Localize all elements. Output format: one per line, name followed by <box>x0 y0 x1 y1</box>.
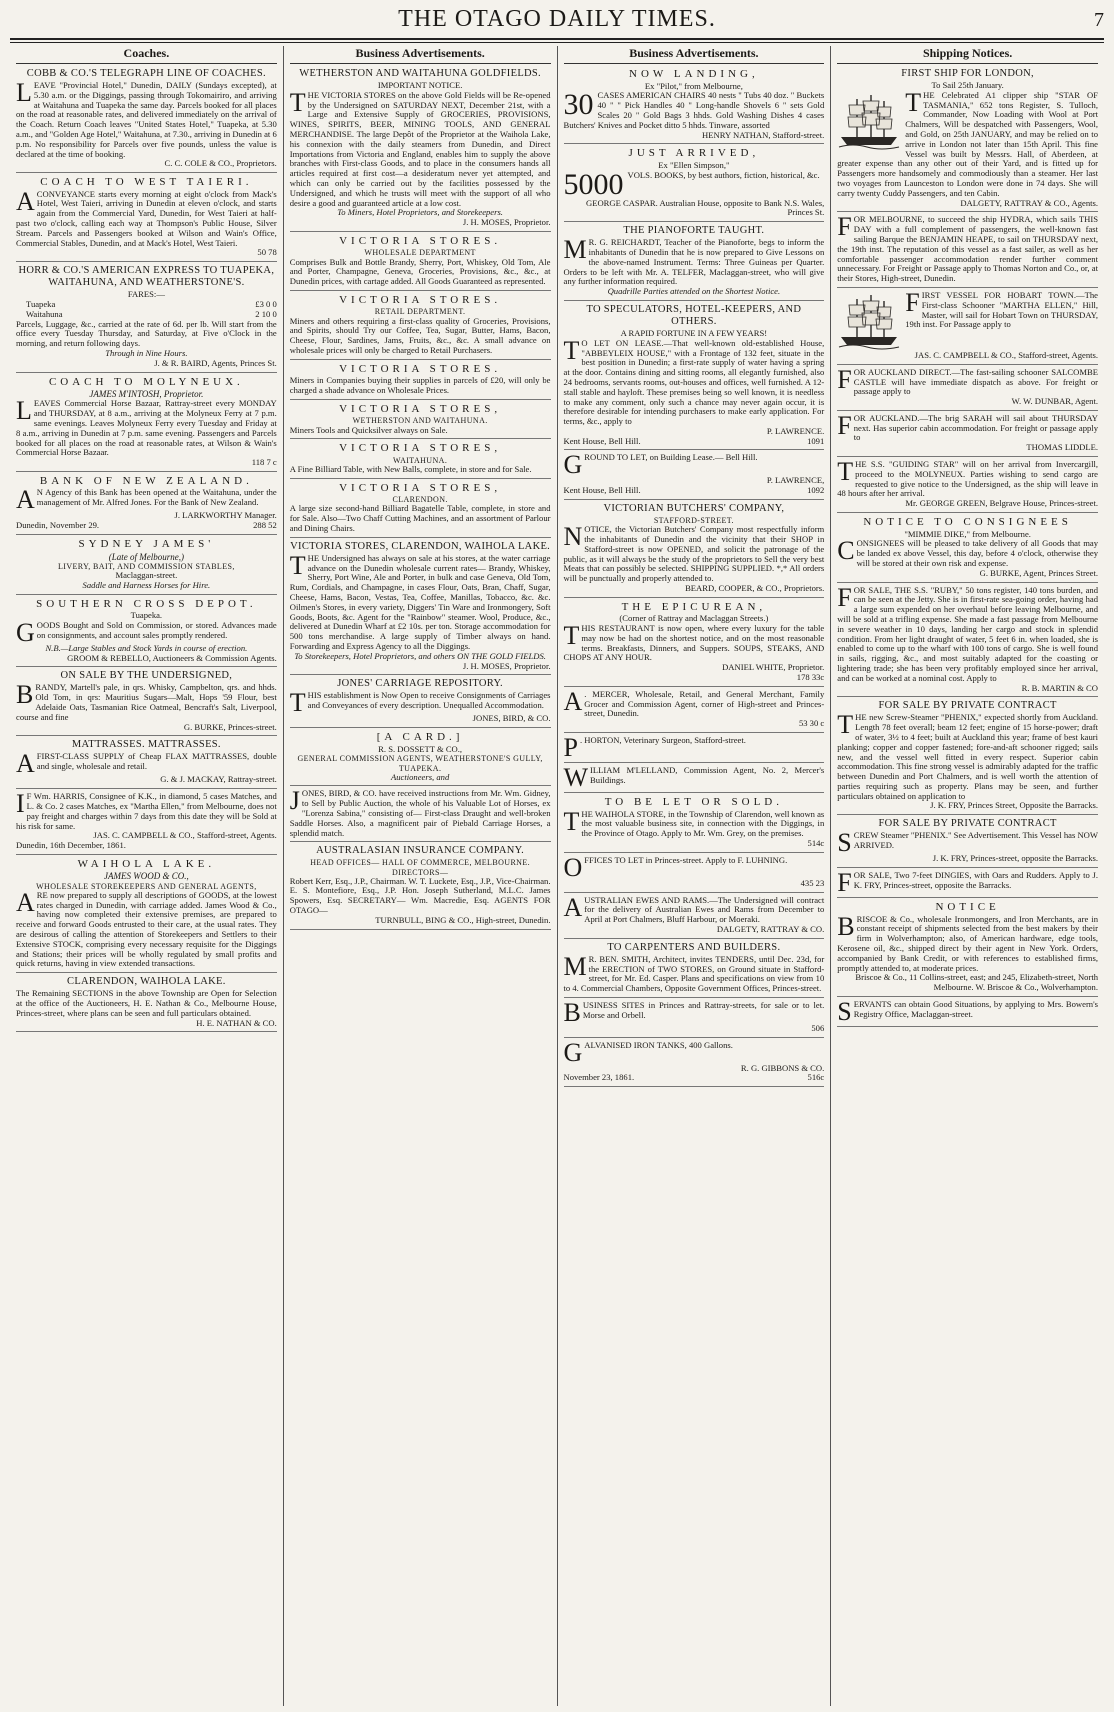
ad-signature: JAS. C. CAMPBELL & CO., Stafford-street, Agents. <box>93 830 277 841</box>
ad-signature: THOMAS LIDDLE. <box>1026 442 1098 453</box>
drop-capital: B <box>16 680 34 710</box>
ad-footer <box>564 879 825 889</box>
ad-signature: G. BURKE, Agent, Princes Street. <box>979 567 1098 578</box>
ad-footer <box>564 1024 825 1034</box>
advertisement <box>837 901 1098 997</box>
column-header: Business Advertisements. <box>564 46 825 64</box>
ad-body: . MERCER, Wholesale, Retail, and General Merchant, Family Grocer and Commission Agent, corner of High-street and Princes-street, Dunedin. <box>584 688 825 719</box>
ad-body: CASES AMERICAN CHAIRS 40 nests " Tubs 40 doz. " Buckets 40 " " Pick Handles 40 " Long-handle Shovels 6 " sets Gold Scales 20 " Gold Bags 3 hhds. Gold Washing Dishes 4 cases Butchers' Knives and Pocket ditto 5 hhds. Tinware, assorted <box>563 90 825 130</box>
ad-smallcaps-line: CLARENDON. <box>392 495 448 505</box>
ad-reference-number: 50 78 <box>257 247 277 258</box>
ad-body: ONES, BIRD, & CO. have received instructions from Mr. Wm. Gidney, to Sell by Public Auction, the whole of his Valuable Lot of Horses, ex "Lorenza Sabina," consisting of— First-class Draught and well-broken Saddle Horses. Also, a magnificent pair of Piebald Carriage Horses, a splendid match. <box>289 788 551 838</box>
ad-body: HE Celebrated A1 clipper ship "STAR OF TASMANIA," 652 tons Register, S. Tulloch, Commander, Now Loading with Wool at Port Chalmers, Will be despatched with Passengers, Wool, and Gold, on 25th JANUARY, and may be relied on to arrive in London not later than 15th April. This fine Vessel was built by Messrs. Hall, of Aberdeen, at greater expense than any other out of their Yard, and is fitted up for Passengers more handsomely and commodiously than a steamer. Her last two voyages from Launceston to London were done in 74 days. She will carry twenty Cuddy Passengers, and ten Cabin. <box>837 89 1098 198</box>
ad-subheading: JAMES M'INTOSH, Proprietor. <box>89 389 204 400</box>
advertisement <box>564 304 825 451</box>
drop-capital: O <box>563 852 583 882</box>
advertisement <box>290 482 551 538</box>
advertisement <box>563 686 825 733</box>
advertisement <box>290 68 551 232</box>
ad-smallcaps-line: WAITAHUNA. <box>393 455 448 465</box>
ad-heading: TO BE LET OR SOLD. <box>604 796 783 809</box>
advertisement <box>16 176 277 262</box>
ad-reference-number: 435 23 <box>800 877 825 888</box>
advertisement <box>563 997 825 1038</box>
drop-capital: F <box>837 582 852 612</box>
ad-heading: CLARENDON, WAIHOLA LAKE. <box>67 976 226 988</box>
ad-signature: Mr. GEORGE GREEN, Belgrave House, Princes-street. <box>905 498 1098 509</box>
advertisement <box>563 852 825 893</box>
ad-signature: HENRY NATHAN, Stafford-street. <box>702 129 825 140</box>
drop-capital: A <box>563 892 583 922</box>
ad-subheading: Ex "Ellen Simpson," <box>658 159 730 170</box>
advertisement <box>289 786 551 842</box>
ad-body: CREW Steamer "PHENIX." See Advertisement. This Vessel has NOW ARRIVED. <box>853 830 1098 851</box>
drop-capital: F <box>837 868 852 898</box>
ad-body: HIS establishment is Now Open to receive Consignments of Carriages and Conveyances of every description. Unequalled Accommodation. <box>307 690 551 711</box>
ad-line: Tuapeka. <box>130 610 163 621</box>
advertisement <box>564 147 825 222</box>
ad-heading: SYDNEY JAMES' <box>78 538 215 551</box>
drop-capital: M <box>563 235 587 265</box>
ad-line: Maclaggan-street. <box>115 569 178 580</box>
drop-capital: W <box>563 763 589 793</box>
advertisement <box>564 796 825 853</box>
advertisement <box>290 541 551 676</box>
masthead-rule <box>10 38 1104 43</box>
ad-body: HIS RESTAURANT is now open, where every luxury for the table may now be had on the shortest notice, and on the most reasonable terms. Breakfasts, Dinners, and Suppers. SOUPS, STEAKS, AND CHOPS AT ANY HOUR. <box>563 623 825 663</box>
ad-body: R. BEN. SMITH, Architect, invites TENDERS, until Dec. 23d, for the ERECTION of TWO STORES, on Ground situate in Stafford-street, for Mr. Ed. Casper. Plans and specifications on view from 10 to 4. Commercial Chambers, Opposite Government Offices, Princes-street. <box>563 953 825 994</box>
ad-body: A large size second-hand Billiard Bagatelle Table, complete, in store and for Sale. Also—Two Chaff Cutting Machines, and an assortment of Parlour and Dining Chairs. <box>289 503 551 534</box>
drop-capital: J <box>289 786 300 816</box>
drop-capital: A <box>16 749 35 779</box>
column-3 <box>558 46 832 1706</box>
ad-subheading: (Corner of Rattray and Maclaggan Streets.) <box>619 613 769 624</box>
ad-heading: VICTORIA STORES, <box>339 402 502 415</box>
ad-tagline: Saddle and Harness Horses for Hire. <box>82 579 211 590</box>
advertisement <box>563 450 825 500</box>
ad-body: ROUND TO LET, on Building Lease.— Bell Hill. <box>584 452 758 463</box>
fare-destination: Waitahuna <box>26 308 63 319</box>
advertisement <box>564 503 825 598</box>
ad-subheading: To Sail 25th January. <box>931 79 1004 90</box>
ad-body: Robert Kerr, Esq., J.P., Chairman. W. T. Luckete, Esq., J.P., Vice-Chairman. E. S. Montefiore, Esq., J.P. Hon. Joseph Sutherland, M.L.C. James Spowers, Esq. SECRETARY— Wm. Macredie, Esq. AGENTS FOR OTAGO— <box>289 875 551 916</box>
ad-smallcaps-line: RETAIL DEPARTMENT. <box>374 307 466 317</box>
ad-heading: [A CARD.] <box>376 731 464 744</box>
ad-heading: FIRST SHIP FOR LONDON, <box>901 68 1034 79</box>
ad-signature: J. LARKWORTHY Manager. <box>174 510 277 521</box>
drop-capital: C <box>837 536 855 566</box>
ad-body: RISCOE & Co., wholesale Ironmongers, and Iron Merchants, are in constant receipt of shipments selected from the best makers by their firm in Wolverhampton; also, of American hardware, edge tools, Kerosene oil, &c., shipped direct by their agent in New York. Orders, accompanied by Bank Credit, or with references to established firms, promptly attended to, at moderate prices. <box>837 913 1098 973</box>
ad-body: OR SALE, Two 7-feet DINGIES, with Oars and Rudders. Apply to J. K. FRY, Princes-street, opposite the Barracks. <box>853 870 1098 890</box>
advertisement <box>837 516 1098 583</box>
ad-signature: GROOM & REBELLO, Auctioneers & Commission Agents. <box>67 652 277 663</box>
ad-heading: ON SALE BY THE UNDERSIGNED, <box>60 670 233 682</box>
ad-large-numeral: 30 <box>563 88 594 122</box>
advertisement <box>837 212 1098 288</box>
drop-capital: A <box>16 485 35 515</box>
columns <box>10 46 1104 1706</box>
advertisement <box>837 582 1098 698</box>
ad-body: ERVANTS can obtain Good Situations, by applying to Mrs. Bowern's Registry Office, Maclaggan-street. <box>853 998 1098 1019</box>
ad-footer <box>564 673 825 683</box>
advertisement <box>837 287 1098 365</box>
drop-capital: F <box>837 364 852 394</box>
newspaper-title: THE OTAGO DAILY TIMES. <box>398 6 716 32</box>
ad-signature: J. H. MOSES, Proprietor. <box>462 217 551 228</box>
ad-signature: G. BURKE, Princes-street. <box>183 721 277 732</box>
ad-heading: THE PIANOFORTE TAUGHT. <box>623 225 765 237</box>
drop-capital: B <box>837 911 855 941</box>
ad-subheading: "MIMMIE DIKE," from Melbourne. <box>904 528 1031 539</box>
ad-signature: Briscoe & Co., 11 Collins-street, east; and 245, Elizabeth-street, North Melbourne. W. Briscoe & Co., Wolverhampton. <box>855 972 1098 993</box>
drop-capital: T <box>563 335 580 365</box>
ad-footer <box>16 521 277 531</box>
ad-reference-number: 516c <box>807 1072 825 1083</box>
ad-signature: J. K. FRY, Princes Street, Opposite the Barracks. <box>930 800 1098 811</box>
ad-date: November 23, 1861. <box>563 1072 635 1083</box>
ad-heading: SOUTHERN CROSS DEPOT. <box>36 597 257 610</box>
masthead <box>10 6 1104 36</box>
ad-reference-number: 506 <box>811 1022 825 1033</box>
ad-heading: NOTICE TO CONSIGNEES <box>863 516 1072 529</box>
ad-signature: J. & R. BAIRD, Agents, Princes St. <box>154 357 277 368</box>
advertisement <box>16 976 277 1032</box>
ad-smallcaps-line: STAFFORD-STREET. <box>653 516 734 526</box>
ad-body: HE new Screw-Steamer "PHENIX," expected shortly from Auckland. Length 78 feet overall; beam 12 feet; engine of 15 horse-power; draft of water, 3½ to 4 feet; built at Auckland this year; frame of best kauri planking; copper and copper fastened; fore-and-aft schooner rigged; sails new, and the vessel well fitted in every respect. Superior cabin accommodation. This fine strong vessel is admirably adapted for the traffic between Dunedin and Port Chalmers, and is well worth the attention of parties requiring such as property. Plans may be seen, and further particulars obtained on application to <box>837 712 1098 801</box>
drop-capital: T <box>905 87 922 117</box>
ad-smallcaps-line: WETHERSTON AND WAITAHUNA. <box>352 416 488 426</box>
ad-heading: THE EPICUREAN, <box>621 600 767 613</box>
ad-heading: COACH TO MOLYNEUX. <box>48 375 244 388</box>
ad-tagline: N.B.—Large Stables and Stock Yards in course of erection. <box>45 642 248 653</box>
ad-heading: VICTORIA STORES. <box>339 234 502 247</box>
column-header: Business Advertisements. <box>290 46 551 64</box>
ad-heading: VICTORIA STORES. <box>339 293 502 306</box>
ad-body: VOLS. BOOKS, by best authors, fiction, historical, &c. <box>627 169 820 180</box>
ad-body: HE VICTORIA STORES on the above Gold Fields will be Re-opened by the Undersigned on SATURDAY NEXT, December 21st, with a Large and Extensive Supply of GROCERIES, PROVISIONS, WINES, SPIRITS, BEER, MINING TOOLS, AND GENERAL MERCHANDISE. The large Depôt of the Proprietor at the Waihola Lake, his connexion with the daily steamers from Dunedin, and Direct Importations from Victoria and England, enables him to supply the above branches with First-class Goods, and to place in the consumers hands all articles required at first cost—a desideratum never yet attempted, and which can only be carried out by the facilities possessed by the Undersigned, and which he trusts will meet with the support of all who desire a good and guaranteed article at a low cost. <box>289 89 551 208</box>
ad-heading: VICTORIAN BUTCHERS' COMPANY, <box>603 503 785 515</box>
advertisement <box>16 598 277 668</box>
ad-reference-number: 288 52 <box>253 520 277 531</box>
drop-capital: F <box>837 410 852 440</box>
ad-signature: R. B. MARTIN & CO <box>1021 682 1098 693</box>
ad-body: The Remaining SECTIONS in the above Township are Open for Selection at the office of the Auctioneers, H. E. Nathan & Co., Melbourne House, Princes-street, where plans can be seen and full particulars obtained. <box>16 988 277 1018</box>
advertisement <box>16 68 277 173</box>
advertisement <box>837 68 1098 212</box>
ad-body: ILLIAM M'LELLAND, Commission Agent, No. 2, Mercer's Buildings. <box>590 765 825 785</box>
ad-smallcaps-line: LIVERY, BAIT, AND COMMISSION STABLES, <box>57 561 235 571</box>
ad-heading: VICTORIA STORES, <box>339 481 502 494</box>
column-1 <box>10 46 284 1706</box>
ad-reference-number: 178 33c <box>796 672 825 683</box>
advertisement <box>290 845 551 929</box>
ad-body: FIRST-CLASS SUPPLY of Cheap FLAX MATTRASSES, double and single, wholesale and retail. <box>36 751 277 772</box>
drop-capital: F <box>837 212 852 242</box>
ad-body: OR AUCKLAND DIRECT.—The fast-sailing schooner SALCOMBE CASTLE will have immediate dispatch as above. For freight or passage apply to <box>853 366 1098 397</box>
ad-signature: DALGETY, RATTRAY & CO. <box>716 923 825 934</box>
advertisement <box>290 235 551 291</box>
ad-body: A Fine Billiard Table, with New Balls, complete, in store and for Sale. <box>289 463 532 474</box>
ad-reference-number: 1092 <box>807 485 825 496</box>
ad-signature: R. G. GIBBONS & CO. <box>740 1062 825 1073</box>
drop-capital: B <box>563 997 581 1027</box>
drop-capital: A <box>16 887 35 917</box>
fare-price: 2 10 0 <box>255 308 277 319</box>
ad-body: Miners and others requiring a first-class quality of Groceries, Provisions, and Spirits, should Try our Coffee, Tea, Sugar, Butter, Hams, Bacon, Cheese, Flour, Sardines, Jams, Fruits, &c., &c. A small advance on wholesale prices will only be charged to Retail Purchasers. <box>289 315 551 355</box>
ad-footer <box>564 486 825 496</box>
ad-body: OR SALE, THE S.S. "RUBY," 50 tons register, 140 tons burden, and can be seen at the Jetty. She is in first-rate sea-going order, having had a large sum expended on her overhaul before leaving Melbourne, and will be sold at a trifling expense. She made a fast passage from Melbourne in severe weather in 10 days, landing her cargo and stock in splendid condition. From her light draught of water, 5 feet 6 in. when loaded, she is enabled to come up to the wharf with 100 tons of cargo. She is well found in sails, rigging, &c., and most suitably adapted for the coasting or lightering trade; she has been very profitably employed since her arrival, and can be worked at a nominal cost. Apply to <box>837 584 1098 683</box>
ad-heading: TO CARPENTERS AND BUILDERS. <box>607 941 781 953</box>
ad-signature: H. E. NATHAN & CO. <box>196 1017 277 1028</box>
ad-heading: WAIHOLA LAKE. <box>77 857 216 870</box>
drop-capital: T <box>289 550 306 580</box>
ad-heading: HORR & CO.'S AMERICAN EXPRESS TO TUAPEKA, WAITAHUNA, AND WEATHERSTONE'S. <box>18 265 275 289</box>
ad-reference-number: 514c <box>807 837 825 848</box>
advertisement <box>837 410 1098 457</box>
ad-body: HE Undersigned has always on sale at his stores, at the water carriage advance on the Dunedin wholesale current rates— Brandy, Whiskey, Sherry, Port Wine, Ale and Porter, in bulk and case Geneva, Old Tom, Rum, Cordials, and Champagne, in cases Flour, Oats, Bran, Chaff, Sugar, Cheese, Hams, Bacon, Vestas, Tea, Coffee, Manillas, Tobacco, &c. &c. Oilmen's Stores, in every variety, Diggers' Tin Ware and Ironmongery, Soft Goods, Boots, &c. Agent for the "Rainbow" steamer. Wool, Produce, &c., delivered at Dunedin Wharf at £2 10s. per ton. Storage accommodation for 500 tons merchandise. A large supply of Timber always on hand. Forwarding and Express Agency to all the Diggings. <box>289 552 551 651</box>
ad-body: O LET ON LEASE.—That well-known old-established House, "ABBEYLEIX HOUSE," with a Frontage of 132 feet, situate in the best position in Dunedin; a first-rate supply of water having a spring at the door. Contains dining and sitting rooms, all elegantly furnished, also 24 bedrooms, servants rooms, out-houses and offices, well furnished. A 12-stall stable and hayloft. These premises being so well known, it is needless to make any comment, only such a chance may never again occur, it is therefore desirable for intending purchasers to make early application. For terms, &c., apply to <box>563 337 825 427</box>
ad-signature: C. C. COLE & CO., Proprietors. <box>164 158 277 169</box>
fares-label: FARES:— <box>127 289 165 300</box>
ad-smallcaps-line: GENERAL COMMISSION AGENTS, WEATHERSTONE'S GULLY, TUAPEKA. <box>297 754 543 773</box>
advertisement <box>837 457 1098 513</box>
advertisement <box>837 364 1098 411</box>
ad-tagline: Through in Nine Hours. <box>105 347 188 358</box>
ad-body: F Wm. HARRIS, Consignee of K.K., in diamond, 5 cases Matches, and L. & Co. 2 cases Matches, ex "Martha Ellen," from Melbourne, does not pay freight and charges within 7 days from this date they will be Sold at his risk for same. <box>16 791 277 831</box>
ad-body: R. G. REICHARDT, Teacher of the Pianoforte, begs to inform the inhabitants of Dunedin that he is now prepared to Give Lessons on the above-named Instrument. Terms: Three Guineas per Quarter. Orders to be left with Mr. A. TELFER, Maclaggan-street, who will give any further information required. <box>563 237 825 287</box>
ad-subheading: (Late of Melbourne,) <box>108 551 184 562</box>
page-number: 7 <box>1094 9 1104 31</box>
drop-capital: A <box>16 186 35 216</box>
advertisement <box>290 294 551 360</box>
ad-subheading: R. S. DOSSETT & CO., <box>378 743 463 754</box>
ad-body: OODS Bought and Sold on Commission, or stored. Advances made on consignments, and account sales promptly rendered. <box>36 619 277 640</box>
advertisement <box>16 376 277 472</box>
advertisement <box>290 403 551 439</box>
ad-signature: J. H. MOSES, Proprietor. <box>462 660 551 671</box>
ad-body: Parcels, Luggage, &c., carried at the rate of 6d. per lb. Will start from the office every Tuesday Thursday, and Saturday, at Five o'Clock in the morning, and return following days. <box>16 318 277 349</box>
ad-heading: AUSTRALASIAN INSURANCE COMPANY. <box>316 845 525 857</box>
ship-illustration-icon <box>837 293 901 351</box>
ad-date: Kent House, Bell Hill. <box>563 485 641 496</box>
ad-footer <box>564 719 825 729</box>
ad-heading: NOTICE <box>935 901 1000 914</box>
ad-date: Dunedin, 16th December, 1861. <box>16 840 126 851</box>
ad-footer <box>564 437 825 447</box>
drop-capital: T <box>563 806 580 836</box>
ad-footer <box>564 839 825 849</box>
ad-signature: W. W. DUNBAR, Agent. <box>1011 396 1098 407</box>
ad-reference-number: 53 30 c <box>798 718 825 729</box>
drop-capital: T <box>563 621 580 651</box>
ad-body: IRST VESSEL FOR HOBART TOWN.—The First-class Schooner "MARTHA ELLEN," Hill, Master, will sail for Hobart Town on THURSDAY, 19th inst. For Passage apply to <box>905 289 1098 330</box>
ad-date: Dunedin, November 29. <box>16 520 100 531</box>
ad-heading: VICTORIA STORES. <box>339 362 502 375</box>
ad-body: OR MELBOURNE, to succeed the ship HYDRA, which sails THIS DAY with a full complement of passengers, the well-known fast sailing Barque the BENJAMIN HEAPE, to sail on THURSDAY next, the 19th inst. The reputation of this vessel as a fast sailer, as well as her comfortable passenger accommodation render further comment unnecessary. For Freight or Passage apply to Thomas Norton and Co., or, at their Stores, High-street, Dunedin. <box>837 214 1098 284</box>
ad-heading: FOR SALE BY PRIVATE CONTRACT <box>878 700 1057 712</box>
ad-tagline: To Miners, Hotel Proprietors, and Storekeepers. <box>337 207 503 218</box>
advertisement <box>837 996 1098 1027</box>
advertisement <box>563 763 825 793</box>
drop-capital: S <box>837 828 852 858</box>
advertisement <box>290 363 551 400</box>
advertisement <box>564 225 825 301</box>
ad-body: USTRALIAN EWES AND RAMS.—The Undersigned will contract for the delivery of Australian Ewes and Rams from December to April at Port Chalmers, Bluff Harbour, or Moeraki. <box>584 894 825 925</box>
ad-heading: VICTORIA STORES, <box>339 442 502 455</box>
ad-body: EAVES Commercial Horse Bazaar, Rattray-street every MONDAY and THURSDAY, at 8 a.m., arriving at the Molyneux Ferry at 7 p.m. same evenings. Leaves Molyneux Ferry every Tuesday and Friday at 8 a.m., arriving in Dunedin at 7 p.m. same evening. Passengers and Parcels booked for all places on the road at reasonable rates, at Wilson & Wain's Commercial Horse Bazaar. <box>16 398 277 458</box>
ad-signature: P. LAWRENCE. <box>766 425 825 436</box>
ad-smallcaps-line: HEAD OFFICES— HALL OF COMMERCE, MELBOURNE. DIRECTORS— <box>310 858 531 877</box>
ad-subheading: Ex "Pilot," from Melbourne, <box>644 80 743 91</box>
drop-capital: A <box>563 686 583 716</box>
ad-body: Miners in Companies buying their supplies in parcels of £20, will only be charged a shade advance on Wholesale Prices. <box>289 375 551 396</box>
ad-subheading: JAMES WOOD & CO., <box>104 871 189 882</box>
advertisement <box>16 265 277 372</box>
drop-capital: F <box>905 287 920 317</box>
ad-heading: VICTORIA STORES, CLARENDON, WAIHOLA LAKE. <box>290 540 551 552</box>
ad-heading: COBB & CO.'S TELEGRAPH LINE OF COACHES. <box>26 68 266 79</box>
ad-body: HE S.S. "GUIDING STAR" will on her arrival from Invercargill, proceed to the MOLYNEUX. Parties wishing to send cargo are requested to give notice to the Undersigned, as the ship will leave in 48 hours after her arrival. <box>837 459 1098 499</box>
ad-body: OTICE, the Victorian Butchers' Company most respectfully inform the inhabitants of Dunedin and the vicinity that their SHOP in Stafford-street is now OPENED, and solicit the patronage of the public, as it will always be the study of the proprietors to Sell the very best Meats that can possibly be selected. SHIPPING SUPPLIED. *,* All orders will be punctually and properly attended to. <box>563 524 825 584</box>
ad-date: Kent House, Bell Hill. <box>563 435 641 446</box>
ad-signature: GEORGE CASPAR. Australian House, opposite to Bank N.S. Wales, Princes St. <box>585 197 825 218</box>
advertisement <box>563 733 825 763</box>
ad-body: FFICES TO LET in Princes-street. Apply to F. LUHNING. <box>584 854 788 865</box>
drop-capital: G <box>563 450 583 480</box>
advertisement <box>16 789 277 855</box>
ad-body: EAVE "Provincial Hotel," Dunedin, DAILY (Sundays excepted), at 5.30 a.m. or the Diggings, passing through Tokomairiro, and arriving at Waitahuna and Tuapeka the same day. Parcels booked for all places on the road at reasonable rates, and delivered immediately on the arrival of the Coach. Return Coach leaves "United States Hotel," Tuapeka, at 5.30 a.m., and "Golden Age Hotel," Waitahuna, at 7.30., arriving in Dunedin at 6 p.m. No responsibility for Parcels over five pounds, unless the value is declared at the time of booking. <box>16 79 277 159</box>
fare-price: £3 0 0 <box>255 298 277 309</box>
ad-heading: WETHERSTON AND WAITAHUNA GOLDFIELDS. <box>299 68 541 79</box>
ad-body: . HORTON, Veterinary Surgeon, Stafford-street. <box>579 735 746 746</box>
advertisement <box>290 442 551 478</box>
ad-footer <box>16 248 277 258</box>
advertisement <box>564 68 825 144</box>
advertisement <box>564 601 825 687</box>
drop-capital: M <box>563 951 587 981</box>
drop-capital: G <box>16 617 35 647</box>
ad-body: RANDY, Martell's pale, in qrs. Whisky, Campbelton, qrs. and hhds. Old Tom, in qrs: Mauritius Sugars—Malt, Hops '59 Flour, best Adelaide Oats, Tasmanian Rice Oatmeal, Bencraft's Salt, Liverpool, course and fine <box>16 682 277 722</box>
ad-body: HE WAIHOLA STORE, in the Township of Clarendon, well known as the most valuable business site, in connection with the Diggings, in the Province of Otago. Apply to Mr. Wm. Grey, on the premises. <box>581 808 825 839</box>
drop-capital: T <box>289 87 306 117</box>
ad-signature: G. & J. MACKAY, Rattray-street. <box>160 774 277 785</box>
ad-footer <box>16 458 277 468</box>
ad-reference-number: 1091 <box>807 435 825 446</box>
ad-body: N Agency of this Bank has been opened at the Waitahuna, under the management of Mr. Alfred Jones. For the Bank of New Zealand. <box>36 487 277 508</box>
ad-heading: MATTRASSES. MATTRASSES. <box>71 739 221 751</box>
drop-capital: T <box>837 457 854 487</box>
ad-signature: DALGETY, RATTRAY & CO., Agents. <box>960 197 1098 208</box>
ad-tagline: Quadrille Parties attended on the Shortest Notice. <box>607 286 781 297</box>
advertisement <box>16 858 277 973</box>
column-header: Coaches. <box>16 46 277 64</box>
advertisement <box>564 942 825 998</box>
drop-capital: L <box>16 77 32 107</box>
advertisement <box>837 868 1098 898</box>
ad-reference-number: 118 7 c <box>251 457 277 468</box>
fare-destination: Tuapeka <box>26 298 56 309</box>
ad-signature: JAS. C. CAMPBELL & CO., Stafford-street, Agents. <box>914 349 1098 360</box>
ad-body: ALVANISED IRON TANKS, 400 Gallons. <box>584 1039 733 1050</box>
ad-heading: COACH TO WEST TAIERI. <box>40 176 253 189</box>
drop-capital: S <box>837 996 852 1026</box>
advertisement <box>563 892 825 939</box>
ad-tagline: Auctioneers, and <box>391 771 450 782</box>
ad-signature: TURNBULL, BING & CO., High-street, Dunedin. <box>375 914 551 925</box>
ad-signature: J. K. FRY, Princes-street, opposite the Barracks. <box>932 853 1098 864</box>
ad-heading: NOW LANDING, <box>629 68 759 80</box>
drop-capital: N <box>563 522 583 552</box>
ad-heading: BANK OF NEW ZEALAND. <box>39 474 253 487</box>
ad-heading: JUST ARRIVED, <box>628 147 760 160</box>
ad-large-numeral: 5000 <box>563 167 624 201</box>
ad-body: RE now prepared to supply all descriptions of GOODS, at the lowest rates charged in Dunedin, with carriage added. James Wood & Co., having now completed their extensive premises, are prepared to receive and forward Goods entrusted to their care, at the usual rates. They are desirous of calling the attention of Storekeepers and Settlers to their Extensive STOCK, comprising every necessary requisite for the Diggings and Stations; their prices will be wholly regulated by small profits and quick returns, having in view extended transactions. <box>16 889 277 969</box>
ad-heading: FOR SALE BY PRIVATE CONTRACT <box>878 818 1057 830</box>
drop-capital: T <box>289 688 306 718</box>
advertisement <box>16 739 277 789</box>
ad-heading: JONES' CARRIAGE REPOSITORY. <box>337 678 503 690</box>
ad-body: USINESS SITES in Princes and Rattray-streets, for sale or to let. Morse and Orbell. <box>582 999 825 1020</box>
ad-signature: BEARD, COOPER, & CO., Proprietors. <box>685 582 825 593</box>
advertisement <box>16 670 277 736</box>
ad-body: Comprises Bulk and Bottle Brandy, Sherry, Port, Whiskey, Old Tom, Ale and Porter, Champagne, Geneva, Groceries, Provisions, &c., &c., at Dunedin prices, with cartage added. All Goods Guaranteed as represented. <box>289 256 551 287</box>
column-4 <box>831 46 1104 1706</box>
advertisement <box>290 731 551 786</box>
drop-capital: P <box>563 733 578 763</box>
ad-heading: TO SPECULATORS, HOTEL-KEEPERS, AND OTHERS. <box>586 303 802 327</box>
advertisement <box>290 678 551 728</box>
ad-signature: P. LAWRENCE, <box>766 475 825 486</box>
ad-subheading: IMPORTANT NOTICE. <box>377 79 463 90</box>
advertisement <box>563 1037 825 1088</box>
advertisement <box>837 818 1098 868</box>
ad-footer <box>564 1073 825 1083</box>
column-2 <box>284 46 558 1706</box>
ad-subheading: A RAPID FORTUNE IN A FEW YEARS! <box>620 327 768 338</box>
column-header: Shipping Notices. <box>837 46 1098 64</box>
ad-tagline: To Storekeepers, Hotel Proprietors, and others ON THE GOLD FIELDS. <box>294 650 546 661</box>
advertisement <box>16 538 277 594</box>
ad-signature: JONES, BIRD, & CO. <box>472 713 551 724</box>
advertisement <box>837 700 1098 815</box>
ship-illustration-icon <box>837 93 901 151</box>
ad-body: CONVEYANCE starts every morning at eight o'clock from Mack's Hotel, West Taieri, arriving in Dunedin at eleven o'clock, and starts again from the Commercial Yard, Dunedin, for West Taieri at half-past two o'clock, calling each way at Thompson's Public House, Silver Stream. Parcels and Passengers booked at Wilson and Wain's Office, Commercial Stables, Dunedin, and at Mack's Hotel, West Taieri. <box>16 188 277 248</box>
ad-smallcaps-line: WHOLESALE DEPARTMENT <box>364 248 476 258</box>
ad-body: ONSIGNEES will be pleased to take delivery of all Goods that may be landed ex above Vessel, this day, before 4 o'clock, otherwise they will be stored at their own risk and expense. <box>856 538 1098 568</box>
ad-body: Miners Tools and Quicksilver always on Sale. <box>289 424 448 435</box>
advertisement <box>16 475 277 535</box>
drop-capital: G <box>563 1037 583 1067</box>
ad-smallcaps-line: WHOLESALE STOREKEEPERS AND GENERAL AGENTS, <box>36 881 257 891</box>
drop-capital: L <box>16 396 32 426</box>
ad-signature: DANIEL WHITE, Proprietor. <box>722 662 825 673</box>
drop-capital: T <box>837 710 854 740</box>
ad-footer <box>16 841 277 851</box>
drop-capital: I <box>16 789 25 819</box>
ad-body: OR AUCKLAND.—The brig SARAH will sail about THURSDAY next. Has superior cabin accommodation. For freight or passage apply to <box>853 412 1098 443</box>
